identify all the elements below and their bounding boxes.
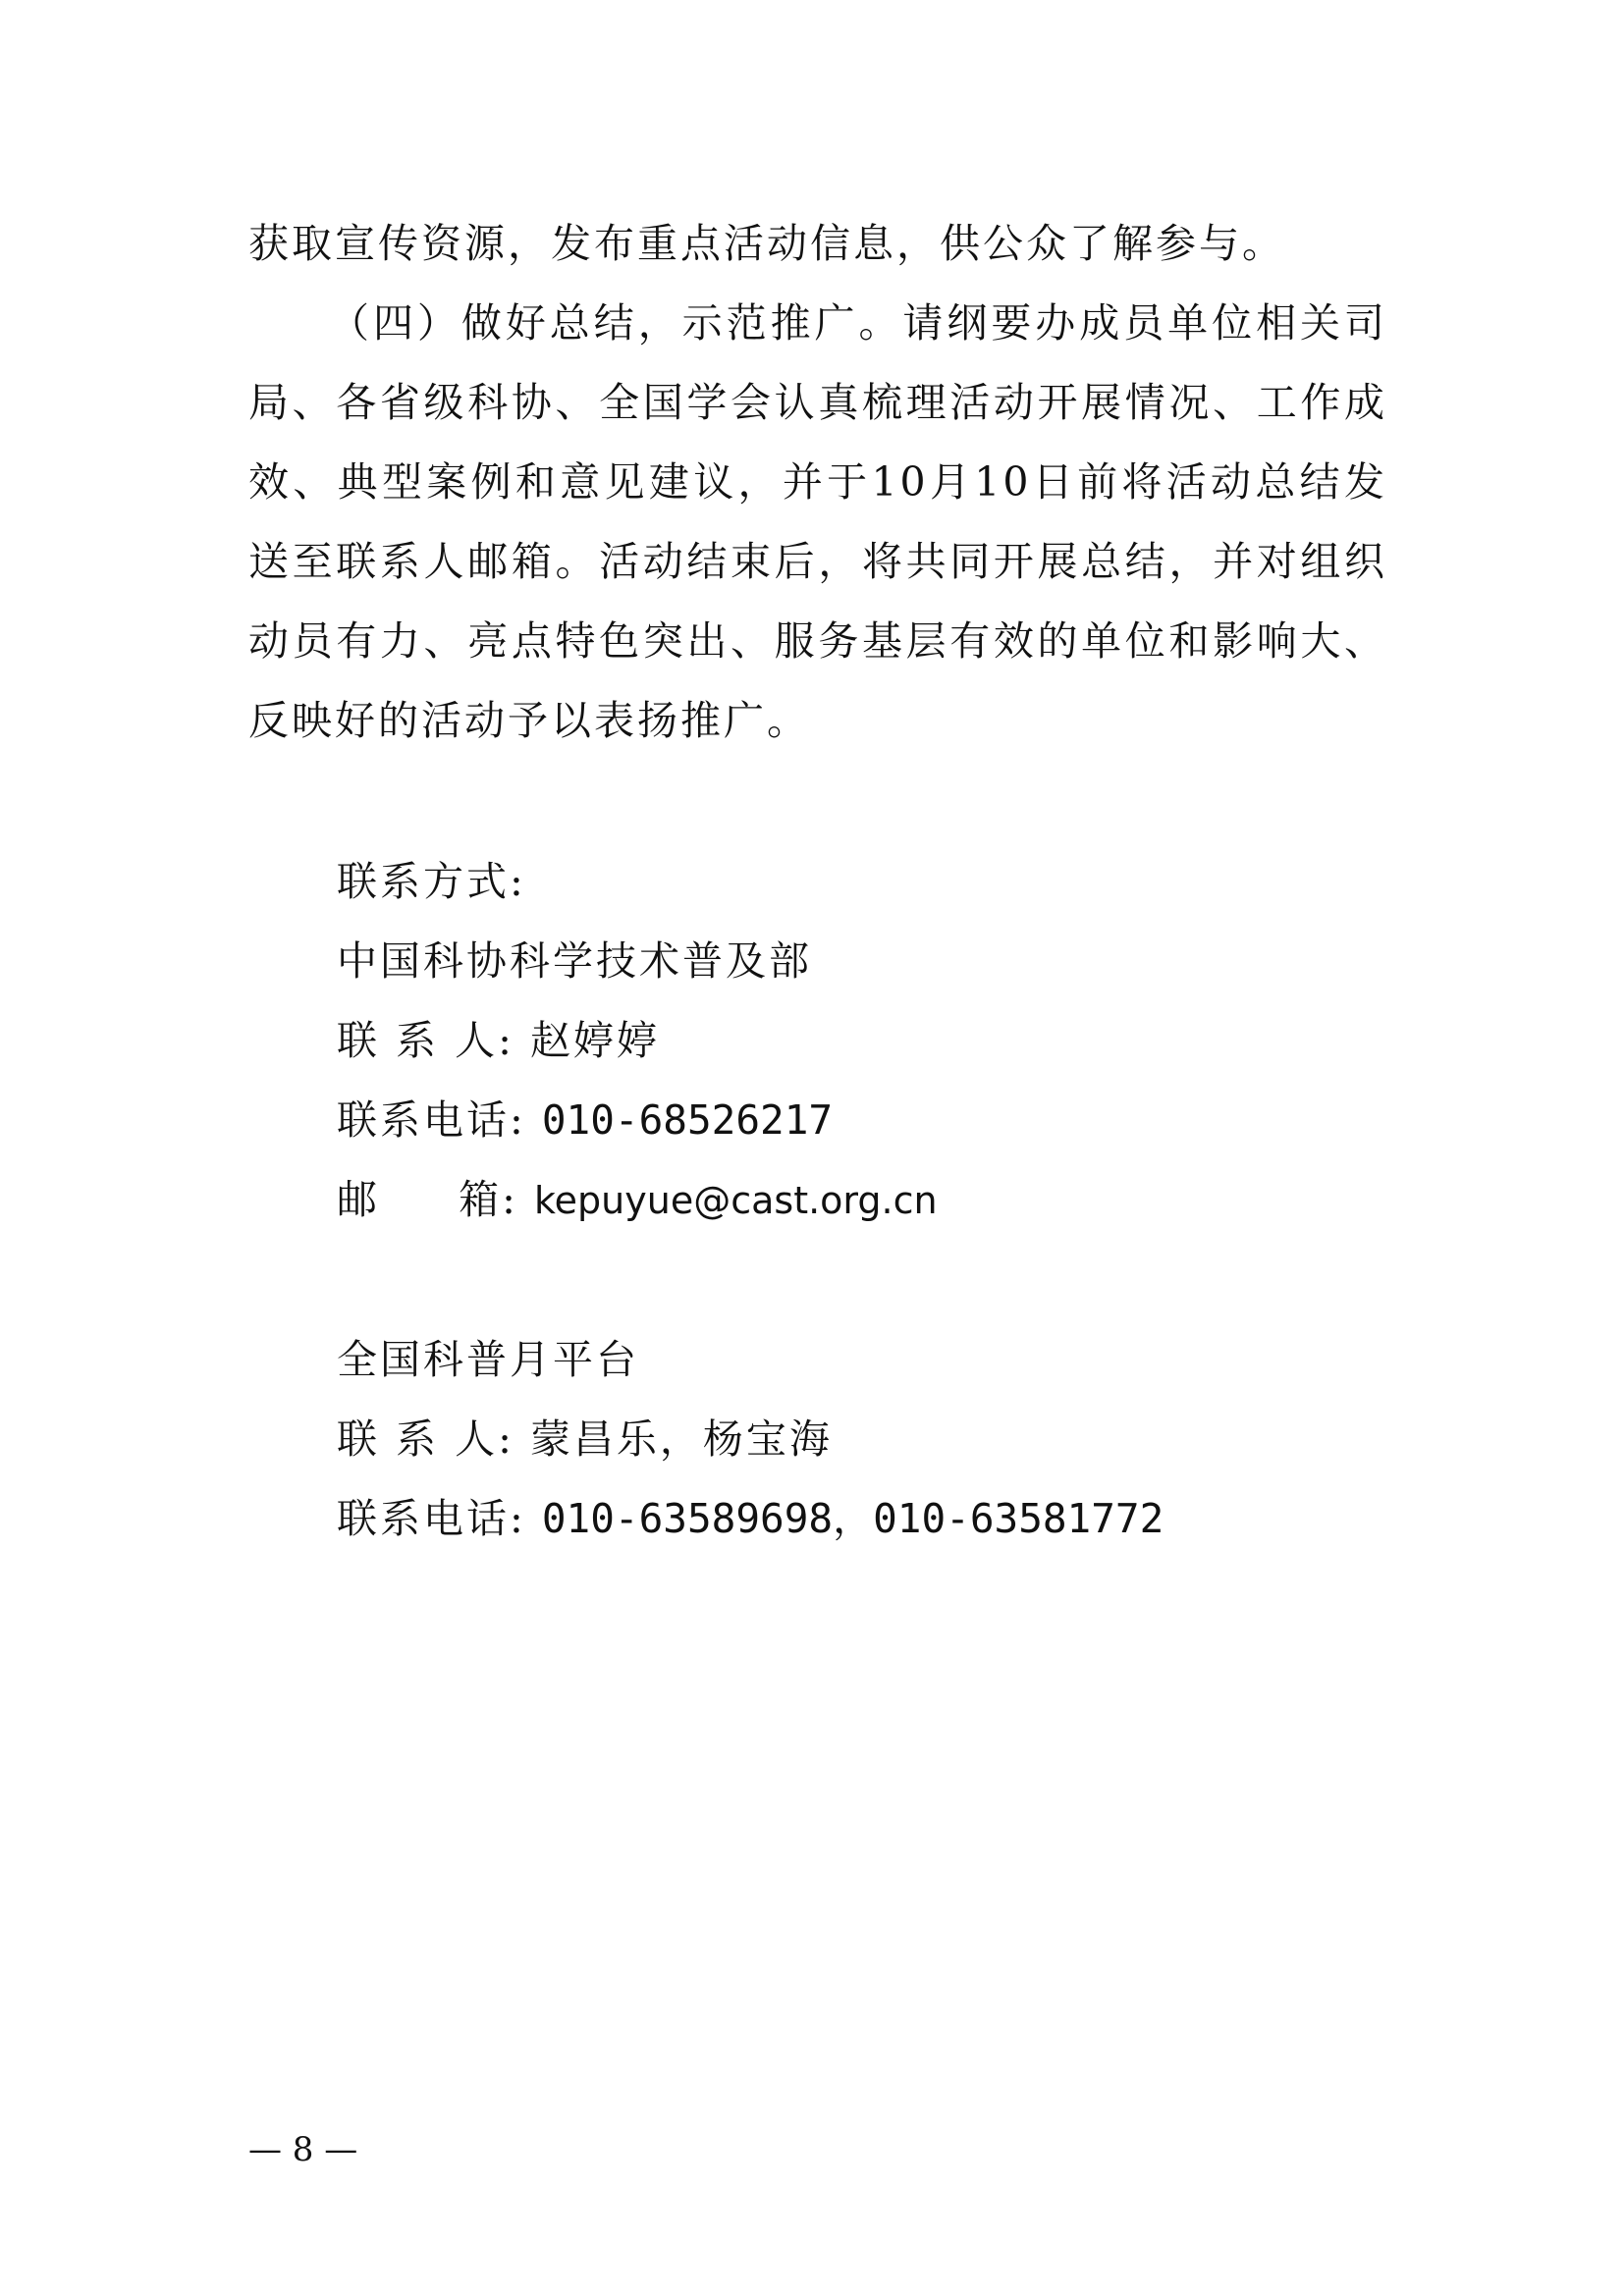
paragraph-continued: 获取宣传资源，发布重点活动信息，供公众了解参与。: [248, 220, 1285, 267]
platform-phone-label: 联系电话:: [337, 1495, 526, 1542]
paragraph-summary-promotion: （四）做好总结，示范推广。请纲要办成员单位相关司局、各省级科协、全国学会认真梳理活动开展情况、工作成效、典型案例和意见建议，并于10月10日前将活动总结发送至联系人邮箱。活动结束后，将共同开展总结，并对组织动员有力、亮点特色突出、服务基层有效的单位和影响大、反映好的活动予以表扬推广。: [248, 299, 1387, 744]
platform-phone-value: 010-63589698，010-63581772: [541, 1495, 1164, 1542]
contact-person-row: [337, 1001, 938, 1081]
contact-email-row: [337, 1160, 938, 1241]
contact-phone-label: 联系电话:: [337, 1096, 526, 1144]
platform-org: 全国科普月平台: [337, 1336, 639, 1383]
contact-org: 中国科协科学技术普及部: [337, 937, 812, 985]
contact-phone-value: 010-68526217: [541, 1096, 834, 1144]
contact-block-platform: [337, 1320, 1164, 1559]
page-number: — 8 —: [248, 2130, 358, 2169]
platform-person-row: [337, 1400, 1164, 1479]
platform-person-value: 蒙昌乐，杨宝海: [529, 1415, 833, 1463]
contact-email-value: kepuyue@cast.org.cn: [534, 1179, 938, 1222]
platform-person-label: 联 系 人:: [337, 1415, 514, 1463]
contact-block-popularization-dept: [337, 842, 938, 1241]
body-text: [248, 204, 1387, 761]
contact-email-label: 邮 箱:: [337, 1176, 518, 1223]
contact-person-value: 赵婷婷: [529, 1017, 660, 1064]
contact-heading: 联系方式:: [337, 858, 526, 905]
contact-phone-row: [337, 1081, 938, 1160]
contact-person-label: 联 系 人:: [337, 1017, 514, 1064]
platform-phone-row: [337, 1479, 1164, 1559]
